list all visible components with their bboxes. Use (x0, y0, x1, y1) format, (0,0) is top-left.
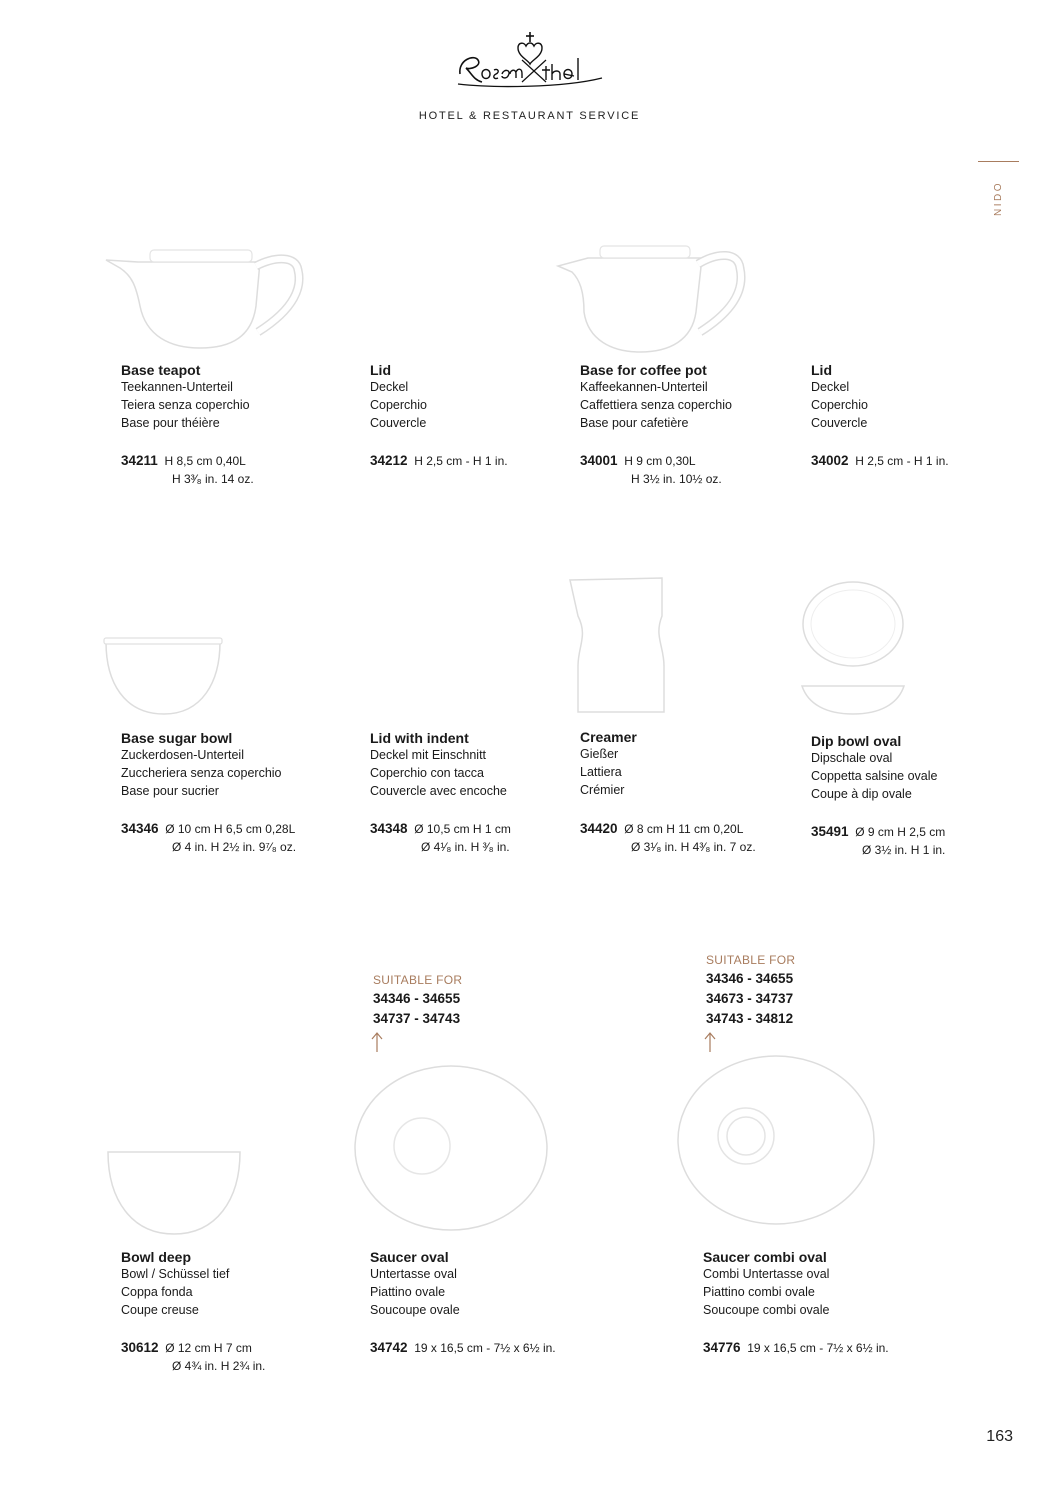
saucer-combi-oval-image (676, 1054, 876, 1226)
product-spec: Ø 9 cm H 2,5 cm (855, 825, 946, 840)
product-saucer-oval (370, 1248, 556, 1357)
product-translation: Deckel (811, 380, 850, 394)
product-translation: Teekannen-Unterteil (121, 380, 233, 394)
product-translation: Coperchio (370, 397, 427, 412)
product-translation: Piattino combi ovale (703, 1284, 815, 1299)
product-spec: Ø 12 cm H 7 cm (165, 1341, 252, 1356)
product-translation: Gießer (580, 747, 619, 761)
product-name: Bowl deep (121, 1249, 192, 1265)
product-base-teapot (121, 361, 254, 488)
arrow-up-icon (706, 1031, 720, 1053)
side-tab-collection: NIDO (993, 181, 1004, 216)
suitable-code-range: 34743 - 34812 (706, 1011, 794, 1026)
product-translation: Base pour cafetière (580, 415, 689, 430)
product-name: Lid (811, 362, 832, 378)
rosenthal-logo (452, 30, 608, 92)
product-translation: Zuckerdosen-Unterteil (121, 748, 244, 762)
product-name: Saucer combi oval (703, 1249, 827, 1265)
product-bowl-deep (121, 1248, 265, 1375)
suitable-code-range: 34346 - 34655 (373, 991, 461, 1006)
base-teapot-image (100, 246, 305, 350)
dip-bowl-oval-image (800, 578, 906, 720)
product-code: 34742 (370, 1340, 408, 1356)
product-spec: Ø 10 cm H 6,5 cm 0,28L (165, 822, 296, 837)
product-dip-bowl-oval (811, 732, 945, 859)
product-translation: Deckel (370, 380, 409, 394)
product-translation: Combi Untertasse oval (703, 1267, 830, 1281)
product-code: 34211 (121, 453, 158, 469)
product-code: 34776 (703, 1340, 741, 1356)
suitable-for-saucer-combi (706, 951, 795, 1053)
product-code: 34001 (580, 453, 618, 469)
base-sugar-bowl-image (102, 636, 224, 718)
product-saucer-combi-oval (703, 1248, 889, 1357)
product-translation: Dipschale oval (811, 751, 893, 765)
product-translation: Base pour sucrier (121, 783, 219, 798)
product-name: Creamer (580, 729, 637, 745)
product-translation: Lattiera (580, 764, 622, 779)
product-name: Base teapot (121, 362, 201, 378)
bowl-deep-image (104, 1148, 244, 1238)
product-translation: Soucoupe combi ovale (703, 1302, 830, 1317)
product-translation: Coppa fonda (121, 1284, 193, 1299)
product-translation: Crémier (580, 782, 625, 797)
product-translation: Soucoupe ovale (370, 1302, 460, 1317)
product-spec: 19 x 16,5 cm - 7½ x 6½ in. (414, 1341, 556, 1356)
page-number: 163 (986, 1428, 1013, 1445)
product-spec-imperial: H 3½ in. 10½ oz. (631, 472, 722, 487)
product-translation: Coupe à dip ovale (811, 786, 912, 801)
base-coffee-pot-image (556, 242, 746, 354)
product-code: 34420 (580, 821, 618, 837)
product-translation: Untertasse oval (370, 1267, 457, 1281)
product-translation: Base pour théière (121, 415, 220, 430)
product-code: 34212 (370, 453, 408, 469)
product-base-sugar-bowl (121, 729, 296, 856)
product-spec: H 2,5 cm - H 1 in. (855, 454, 949, 469)
product-spec-imperial: Ø 3½ in. H 1 in. (862, 843, 946, 858)
suitable-code-range: 34346 - 34655 (706, 971, 794, 986)
product-spec-imperial: H 3³⁄₈ in. 14 oz. (172, 472, 254, 487)
product-translation: Coperchio con tacca (370, 765, 484, 780)
product-name: Base sugar bowl (121, 730, 233, 746)
product-translation: Zuccheriera senza coperchio (121, 765, 282, 780)
product-translation: Coupe creuse (121, 1302, 199, 1317)
product-spec: H 9 cm 0,30L (624, 454, 696, 469)
product-code: 34348 (370, 821, 408, 837)
product-name: Dip bowl oval (811, 733, 902, 749)
product-lid-with-indent (370, 729, 511, 856)
product-lid-coffee-pot (811, 361, 949, 470)
product-base-coffee-pot (580, 361, 732, 488)
product-translation: Deckel mit Einschnitt (370, 748, 487, 762)
product-spec-imperial: Ø 4¾ in. H 2¾ in. (172, 1359, 266, 1374)
arrow-up-icon (373, 1031, 387, 1053)
product-code: 34346 (121, 821, 159, 837)
product-spec: Ø 8 cm H 11 cm 0,20L (624, 822, 744, 837)
product-spec-imperial: Ø 4¹⁄₈ in. H ³⁄₈ in. (421, 840, 510, 855)
product-spec: Ø 10,5 cm H 1 cm (414, 822, 511, 837)
product-translation: Couvercle avec encoche (370, 783, 507, 798)
product-translation: Coppetta salsine ovale (811, 768, 938, 783)
product-code: 34002 (811, 453, 849, 469)
product-translation: Caffettiera senza coperchio (580, 397, 732, 412)
product-name: Base for coffee pot (580, 362, 707, 378)
product-name: Saucer oval (370, 1249, 449, 1265)
suitable-label: SUITABLE FOR (373, 973, 463, 987)
suitable-code-range: 34737 - 34743 (373, 1011, 461, 1026)
product-translation: Piattino ovale (370, 1284, 446, 1299)
product-translation: Couvercle (811, 415, 868, 430)
product-spec: 19 x 16,5 cm - 7½ x 6½ in. (747, 1341, 889, 1356)
creamer-image (566, 576, 670, 718)
product-name: Lid (370, 362, 391, 378)
product-spec: H 2,5 cm - H 1 in. (414, 454, 508, 469)
product-spec-imperial: Ø 3¹⁄₈ in. H 4³⁄₈ in. 7 oz. (631, 840, 756, 855)
product-translation: Kaffeekannen-Unterteil (580, 380, 708, 394)
product-name: Lid with indent (370, 730, 469, 746)
product-code: 35491 (811, 824, 849, 840)
brand-tagline: HOTEL & RESTAURANT SERVICE (418, 110, 641, 122)
saucer-oval-image (352, 1062, 550, 1234)
side-tab-divider (978, 161, 1019, 162)
product-spec: H 8,5 cm 0,40L (164, 454, 246, 469)
product-lid-teapot (370, 361, 508, 470)
product-spec-imperial: Ø 4 in. H 2½ in. 9⁷⁄₈ oz. (172, 840, 297, 855)
suitable-label: SUITABLE FOR (706, 953, 796, 967)
suitable-code-range: 34673 - 34737 (706, 991, 794, 1006)
product-translation: Couvercle (370, 415, 427, 430)
product-creamer (580, 728, 756, 856)
product-translation: Coperchio (811, 397, 868, 412)
product-translation: Teiera senza coperchio (121, 397, 250, 412)
product-translation: Bowl / Schüssel tief (121, 1267, 230, 1281)
suitable-for-saucer-oval (373, 971, 462, 1053)
product-code: 30612 (121, 1340, 159, 1356)
